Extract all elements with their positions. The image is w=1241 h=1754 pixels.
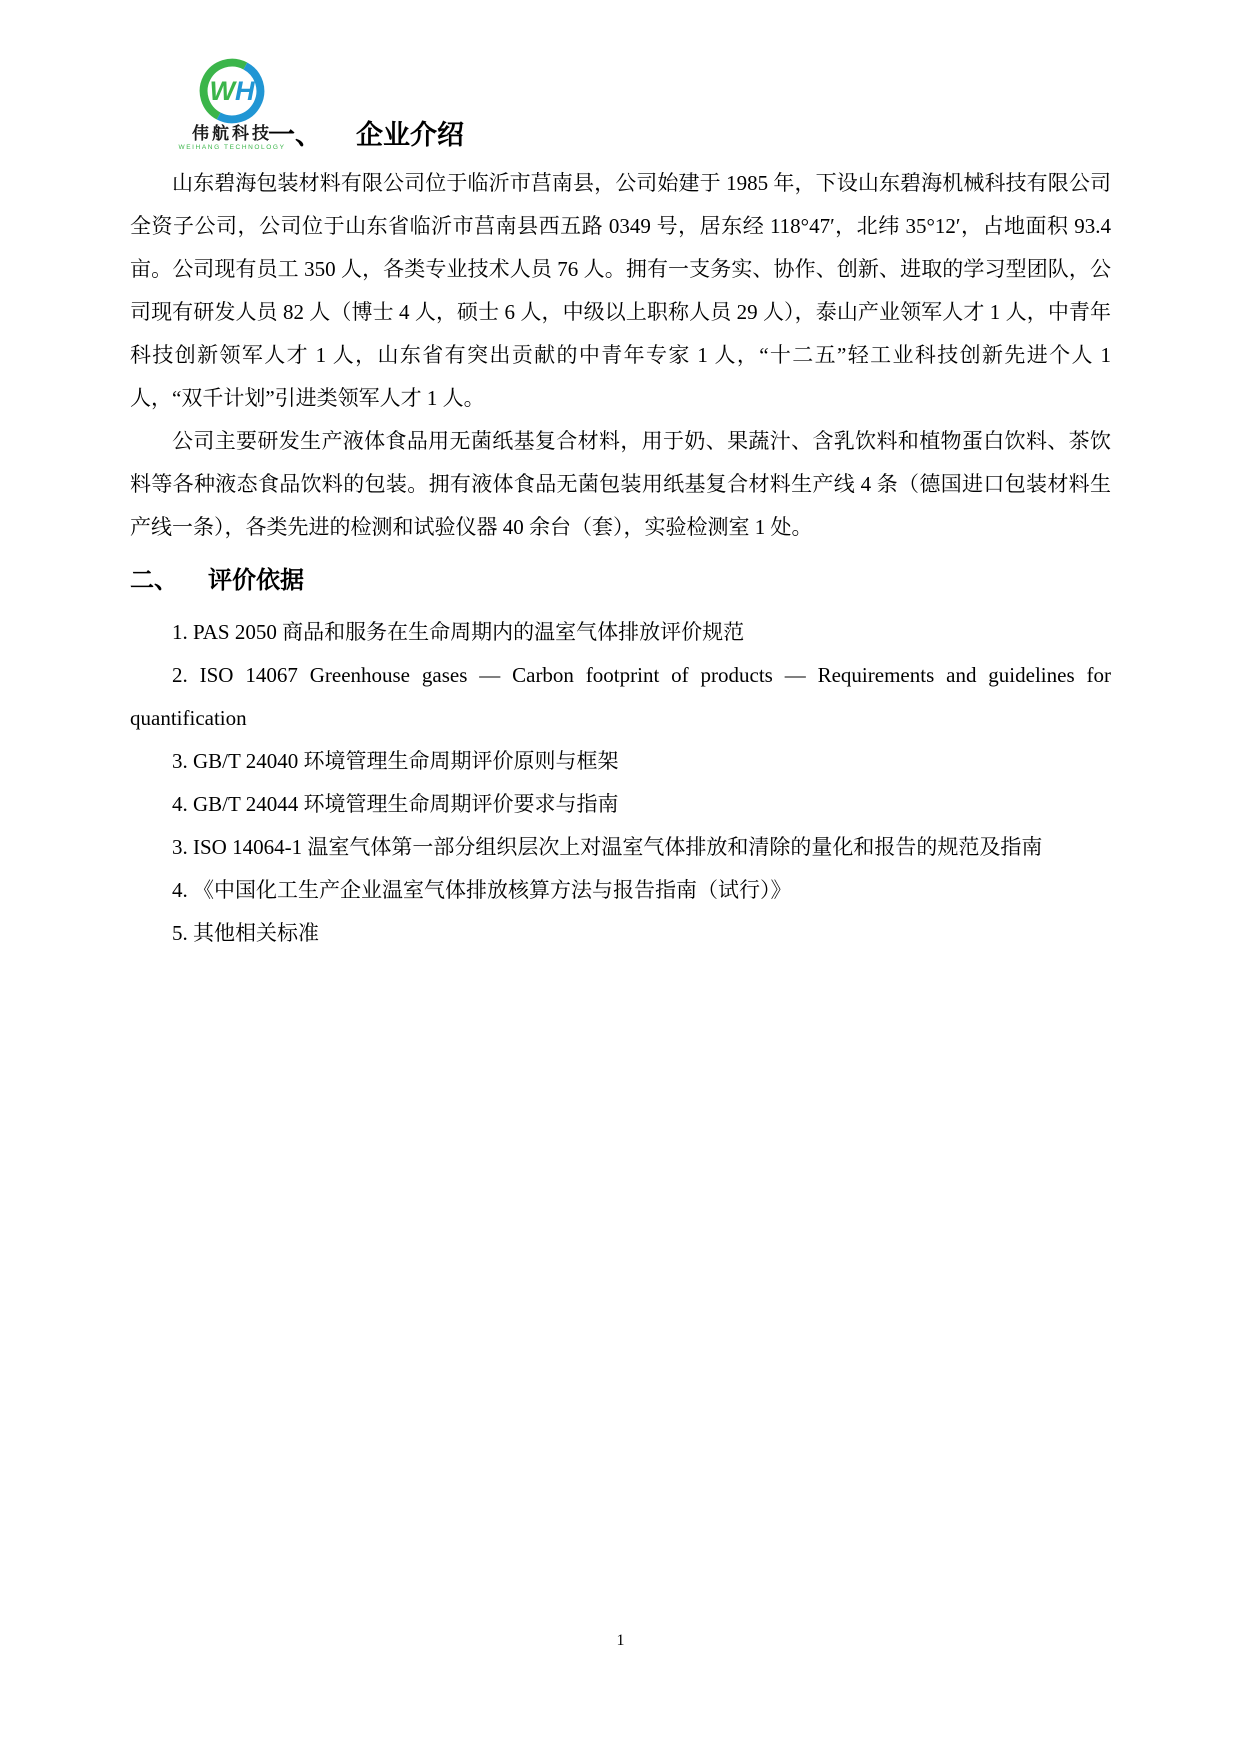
logo-company-name-cn: 伟航科技 [192,124,272,143]
standard-item-5: 3. ISO 14064-1 温室气体第一部分组织层次上对温室气体排放和清除的量化和报告的规范及指南 [172,835,1043,859]
section-1-title: 企业介绍 [356,120,464,150]
svg-text:WH: WH [209,76,255,107]
standard-item-3: 3. GB/T 24040 环境管理生命周期评价原则与框架 [172,749,619,773]
standard-item-1: 1. PAS 2050 商品和服务在生命周期内的温室气体排放评价规范 [172,620,745,644]
section-2-title: 评价依据 [208,567,304,594]
section-2-heading [130,565,1111,597]
section-1-heading [268,118,1111,152]
section-2-number: 二、 [130,567,178,594]
company-intro-paragraph-2: 公司主要研发生产液体食品用无菌纸基复合材料，用于奶、果蔬汁、含乳饮料和植物蛋白饮料、茶饮料等各种液态食品饮料的包装。拥有液体食品无菌包装用纸基复合材料生产线 4 条（德国进口包装材料生产线一条），各类先进的检测和试验仪器 40 余台（套），实验检测室 1 处。 [130,429,1111,539]
logo-company-name-en: WEIHANG TECHNOLOGY [178,144,286,151]
weihang-logo-icon [199,58,265,124]
standard-item-4: 4. GB/T 24044 环境管理生命周期评价要求与指南 [172,792,619,816]
standard-item-6: 4. 《中国化工生产企业温室气体排放核算方法与报告指南（试行）》 [172,878,792,902]
company-logo [172,58,292,152]
company-intro-paragraph-1: 山东碧海包装材料有限公司位于临沂市莒南县，公司始建于 1985 年，下设山东碧海机械科技有限公司全资子公司，公司位于山东省临沂市莒南县西五路 0349 号，居东经 118°47′，北纬 35°12′，占地面积 93.4 亩。公司现有员工 350 人，各类专业技术人员 76 人。拥有一支务实、协作、创新、进取的学习型团队，公司现有研发人员 82 人（博士 4 人，硕士 6 人，中级以上职称人员 29 人），泰山产业领军人才 1 人，中青年科技创新领军人才 1 人，山东省有突出贡献的中青年专家 1 人，“十二五”轻工业科技创新先进个人 1 人，“双千计划”引进类领军人才 1 人。 [130,171,1111,410]
section-1-number: 一、 [268,120,322,150]
standard-item-7: 5. 其他相关标准 [172,921,319,945]
standard-item-2: 2. ISO 14067 Greenhouse gases — Carbon footprint of products — Requirements and guidelines for quantification [130,663,1111,730]
page-number: 1 [616,1632,625,1649]
